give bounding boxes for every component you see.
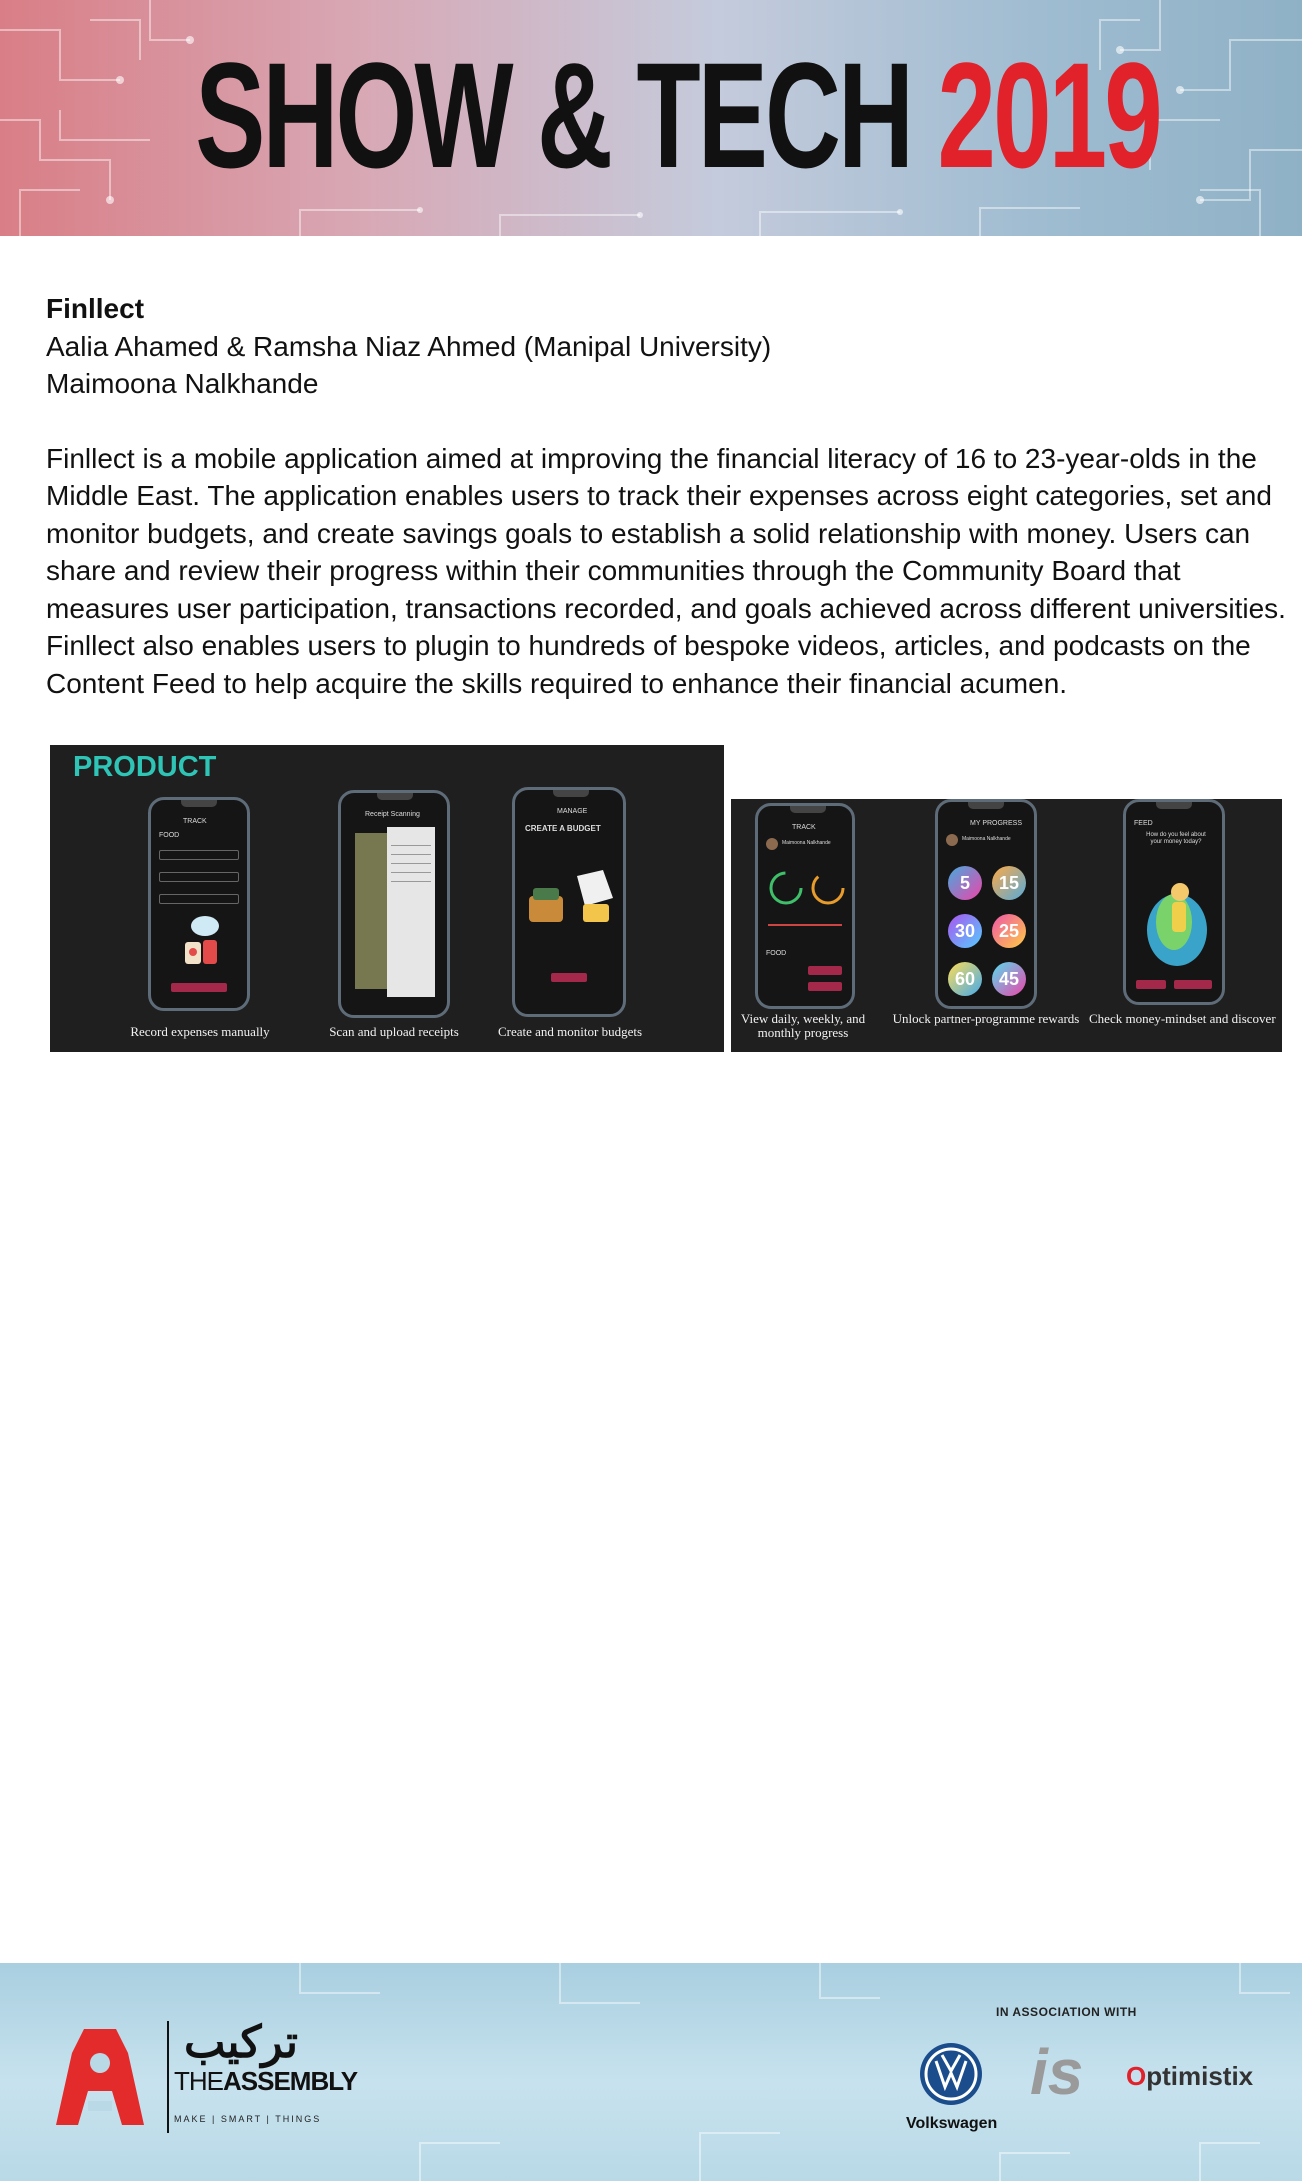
banner-title: [195, 31, 1160, 199]
phone-rewards-screen: [935, 799, 1037, 1009]
caption-progress-2: monthly progress: [757, 1025, 849, 1040]
phone-budget-screen: [512, 787, 626, 1017]
create-budget-button[interactable]: [551, 973, 587, 982]
volkswagen-logo-icon: [918, 2041, 984, 2107]
project-mentor: Maimoona Nalkhande: [46, 368, 319, 399]
screen-track2-title: TRACK: [792, 824, 816, 831]
screen-user-name: Maimoona Nalkhande: [782, 840, 831, 846]
screen-feed-question: How do you feel about your money today?: [1146, 832, 1206, 845]
banner-year: 2019: [937, 31, 1160, 199]
badge-15: 15: [992, 866, 1026, 900]
screen-track-title: TRACK: [183, 818, 207, 825]
logo-divider: [167, 2021, 169, 2133]
is-logo: is: [1030, 2036, 1084, 2108]
volkswagen-label: Volkswagen: [906, 2115, 998, 2132]
content-library-button[interactable]: [1174, 980, 1212, 989]
screen-create-budget: CREATE A BUDGET: [525, 824, 601, 833]
header-banner: [0, 0, 1302, 236]
project-description: Finllect is a mobile application aimed at improving the financial literacy of 16 to 23-year-olds in the Middle East. The application enables users to track their expenses across eight categories, set and monitor budgets, and create savings goals to establish a solid relationship with money. Users can share and review their progress within their communities through the Community Board that measures user participation, transactions recorded, and goals achieved across different universities. Finllect also enables users to plugin to hundreds of bespoke videos, articles, and podcasts on the Content Feed to help acquire the skills required to enhance their financial acumen.: [46, 442, 1286, 699]
screen-feed-title: FEED: [1134, 820, 1153, 827]
banner-title-text: SHOW & TECH: [195, 31, 938, 199]
progress-rings-icon: [766, 868, 850, 910]
badge-30: 30: [948, 914, 982, 948]
optimistix-text: ptimistix: [1146, 2061, 1254, 2091]
confirm-button[interactable]: [171, 983, 227, 992]
assembly-tagline: MAKE | SMART | THINGS: [174, 2114, 322, 2124]
receipt-paper: [387, 827, 435, 997]
avatar: [766, 838, 778, 850]
assembly-the: THE: [174, 2066, 223, 2096]
badge-45: 45: [992, 962, 1026, 996]
project-info: [46, 290, 1286, 702]
badge-60: 60: [948, 962, 982, 996]
caption-rewards: Unlock partner-programme rewards: [892, 1011, 1080, 1026]
product-label: PRODUCT: [73, 751, 217, 783]
screen-user-name-2: Maimoona Nalkhande: [962, 836, 1011, 842]
project-authors: Aalia Ahamed & Ramsha Niaz Ahmed (Manipal University): [46, 330, 772, 362]
product-image-left: [50, 745, 724, 1052]
assembly-logo-icon: [44, 2023, 156, 2133]
phone-receipt-screen: [338, 790, 450, 1018]
product-image-right: [731, 799, 1282, 1052]
illustration-icon: [177, 912, 229, 972]
phone-feed-screen: [1123, 799, 1225, 1005]
badge-25: 25: [992, 914, 1026, 948]
screen-food2-label: FOOD: [766, 950, 787, 957]
screen-manage-title: MANAGE: [557, 808, 588, 815]
optimistix-o: O: [1126, 2061, 1147, 2091]
optimistix-logo: [1126, 2061, 1253, 2092]
assembly-name-bold: ASSEMBLY: [223, 2066, 358, 2096]
caption-progress-1: View daily, weekly, and: [740, 1011, 866, 1026]
phone-progress-screen: [755, 803, 855, 1009]
budget-illustration-icon: [525, 866, 617, 936]
badge-5: 5: [948, 866, 982, 900]
discover-button[interactable]: [1136, 980, 1166, 989]
screen-food-label: FOOD: [159, 832, 180, 839]
project-title: Finllect: [46, 293, 145, 324]
phone-track-screen: [148, 797, 250, 1011]
caption-budget: Create and monitor budgets: [497, 1024, 643, 1039]
assembly-name: [174, 2066, 357, 2097]
association-label: IN ASSOCIATION WITH: [996, 2005, 1137, 2019]
feed-illustration-icon: [1142, 872, 1212, 972]
caption-record: Record expenses manually: [130, 1024, 270, 1039]
caption-feed: Check money-mindset and discover: [1089, 1011, 1276, 1026]
screen-progress-title: MY PROGRESS: [970, 820, 1022, 827]
footer-banner: [0, 1963, 1302, 2181]
assembly-arabic-name: تركيب: [184, 2018, 298, 2067]
screen-receipt-title: Receipt Scanning: [365, 811, 420, 818]
caption-scan: Scan and upload receipts: [329, 1024, 459, 1039]
